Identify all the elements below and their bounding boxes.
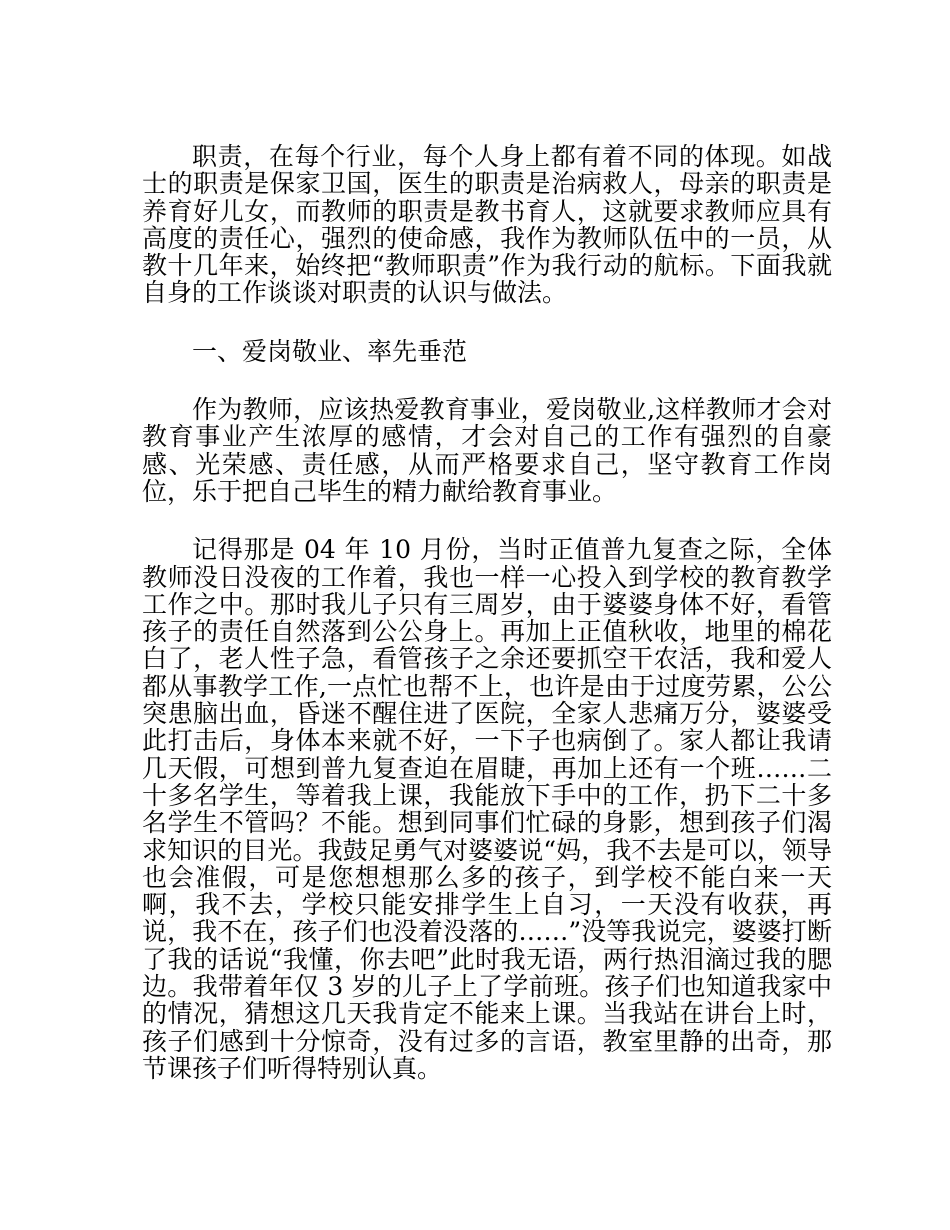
paragraph-gap (142, 307, 832, 338)
paragraph-gap (142, 365, 832, 396)
intro-paragraph: 职责，在每个行业，每个人身上都有着不同的体现。如战士的职责是保家卫国，医生的职责是治病救人，母亲的职责是养育好儿女，而教师的职责是教书育人，这就要求教师应具有高度的责任心，强烈的使命感，我作为教师队伍中的一员，从教十几年来，始终把“教师职责”作为我行动的航标。下面我就自身的工作谈谈对职责的认识与做法。 (142, 142, 832, 308)
section-paragraph: 作为教师，应该热爱教育事业，爱岗敬业,这样教师才会对教育事业产生浓厚的感情，才会对自己的工作有强烈的自豪感、光荣感、责任感，从而严格要求自己，坚守教育工作岗位，乐于把自己毕生的精力献给教育事业。 (142, 395, 832, 506)
story-paragraph: 记得那是 04 年 10 月份，当时正值普九复查之际，全体教师没日没夜的工作着，我也一样一心投入到学校的教育教学工作之中。那时我儿子只有三周岁，由于婆婆身体不好，看管孩子的责任自然落到公公身上。再加上正值秋收，地里的棉花白了，老人性子急，看管孩子之余还要抓空干农活，我和爱人都从事教学工作,一点忙也帮不上，也许是由于过度劳累，公公突患脑出血，昏迷不醒住进了医院，全家人悲痛万分，婆婆受此打击后，身体本来就不好，一下子也病倒了。家人都让我请几天假，可想到普九复查迫在眉睫，再加上还有一个班……二十多名学生，等着我上课，我能放下手中的工作，扔下二十多名学生不管吗？不能。想到同事们忙碌的身影，想到孩子们渴求知识的目光。我鼓足勇气对婆婆说“妈，我不去是可以，领导也会准假，可是您想想那么多的孩子，到学校不能白来一天啊，我不去，学校只能安排学生上自习，一天没有收获，再说，我不在，孩子们也没着没落的……”没等我说完，婆婆打断了我的话说“我懂，你去吧”此时我无语，两行热泪滴过我的腮边。我带着年仅 3 岁的儿子上了学前班。孩子们也知道我家中的情况，猜想这几天我肯定不能来上课。当我站在讲台上时，孩子们感到十分惊奇，没有过多的言语，教室里静的出奇，那节课孩子们听得特别认真。 (142, 535, 832, 1083)
document-body (142, 143, 832, 1082)
paragraph-gap (142, 505, 832, 536)
section-heading: 一、爱岗敬业、率先垂范 (192, 336, 468, 366)
